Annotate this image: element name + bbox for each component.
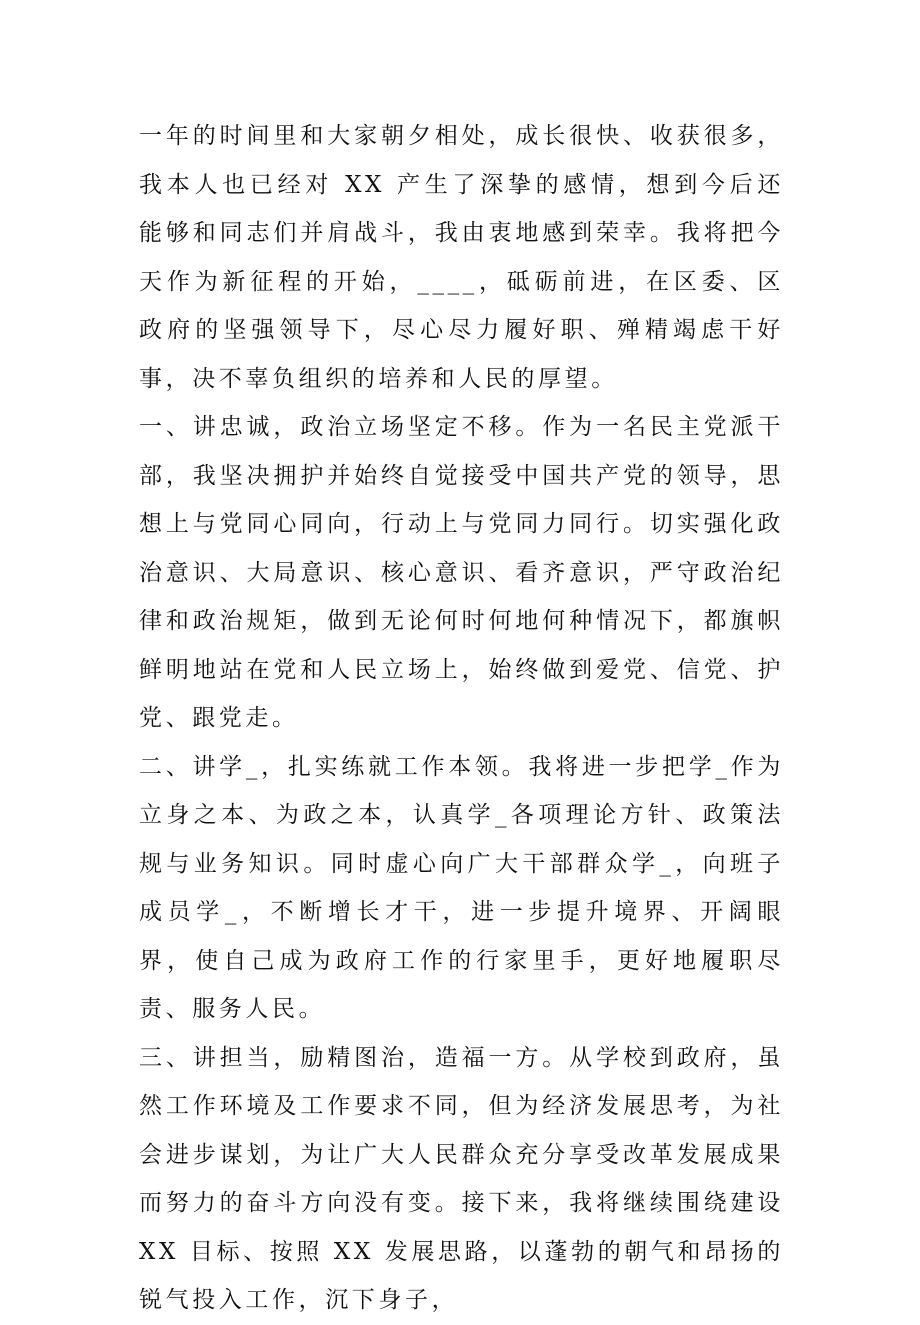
paragraph-learning: 二、讲学_，扎实练就工作本领。我将进一步把学_作为立身之本、为政之本，认真学_各项理论方针、政策法规与业务知识。同时虚心向广大干部群众学_，向班子成员学_，不断增长才干，进一步提升境界、开阔眼界，使自己成为政府工作的行家里手，更好地履职尽责、服务人民。: [139, 753, 784, 1022]
document-body: [139, 112, 784, 1325]
paragraph-loyalty: 一、讲忠诚，政治立场坚定不移。作为一名民主党派干部，我坚决拥护并始终自觉接受中国共产党的领导，思想上与党同心同向，行动上与党同力同行。切实强化政治意识、大局意识、核心意识、看齐意识，严守政治纪律和政治规矩，做到无论何时何地何种情况下，都旗帜鲜明地站在党和人民立场上，始终做到爱党、信党、护党、跟党走。: [139, 414, 784, 731]
paragraph-intro: 一年的时间里和大家朝夕相处，成长很快、收获很多，我本人也已经对 XX 产生了深挚的感情，想到今后还能够和同志们并肩战斗，我由衷地感到荣幸。我将把今天作为新征程的开始，____，砥砺前进，在区委、区政府的坚强领导下，尽心尽力履好职、殚精竭虑干好事，决不辜负组织的培养和人民的厚望。: [139, 123, 784, 392]
paragraph-responsibility: 三、讲担当，励精图治，造福一方。从学校到政府，虽然工作环境及工作要求不同，但为经济发展思考，为社会进步谋划，为让广大人民群众充分享受改革发展成果而努力的奋斗方向没有变。接下来，我将继续围绕建设 XX 目标、按照 XX 发展思路，以蓬勃的朝气和昂扬的锐气投入工作，沉下身子，: [139, 1044, 784, 1313]
